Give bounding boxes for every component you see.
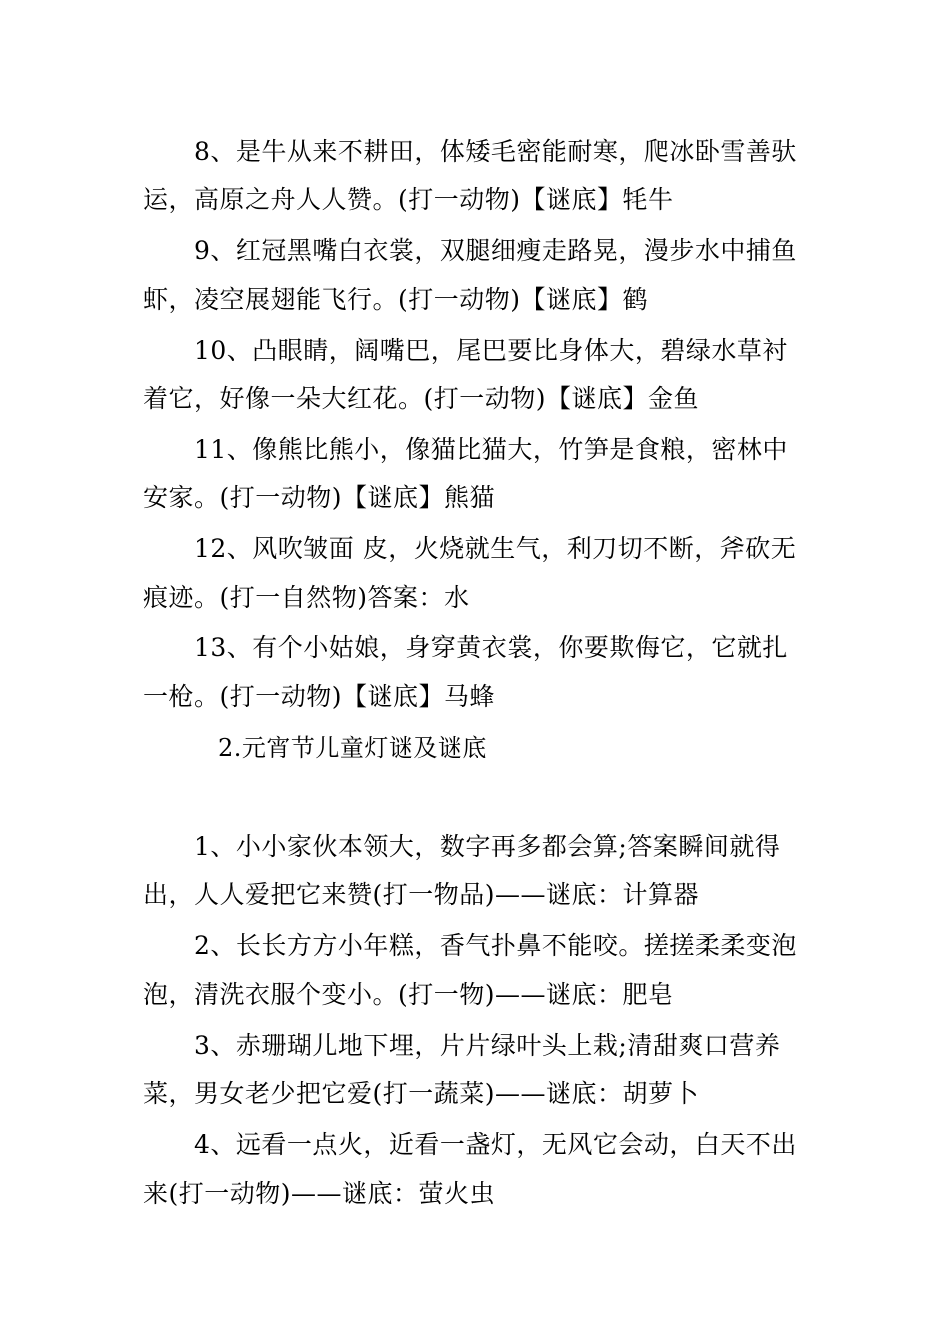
riddle-13-line-1: 13、有个小姑娘，身穿黄衣裳，你要欺侮它，它就扎 xyxy=(194,633,788,662)
riddle-s2-4-line-1: 4、远看一点火，近看一盏灯，无风它会动，白天不出 xyxy=(194,1130,797,1159)
riddle-8-line-2: 运，高原之舟人人赞。(打一动物)【谜底】牦牛 xyxy=(143,185,674,214)
riddle-9-line-2: 虾，凌空展翅能飞行。(打一动物)【谜底】鹤 xyxy=(143,285,649,314)
riddle-11-line-1: 11、像熊比熊小，像猫比猫大，竹笋是食粮，密林中 xyxy=(194,435,788,464)
riddle-8-line-1: 8、是牛从来不耕田，体矮毛密能耐寒，爬冰卧雪善驮 xyxy=(194,137,797,166)
riddle-s2-1-line-1: 1、小小家伙本领大，数字再多都会算;答案瞬间就得 xyxy=(194,832,781,861)
riddle-13-line-2: 一枪。(打一动物)【谜底】马蜂 xyxy=(143,682,496,711)
riddle-10-line-1: 10、凸眼睛，阔嘴巴，尾巴要比身体大，碧绿水草衬 xyxy=(194,336,788,365)
riddle-9-line-1: 9、红冠黑嘴白衣裳，双腿细瘦走路晃，漫步水中捕鱼 xyxy=(194,236,797,265)
riddle-s2-4-line-2: 来(打一动物)——谜底：萤火虫 xyxy=(143,1179,496,1208)
riddle-11-line-2: 安家。(打一动物)【谜底】熊猫 xyxy=(143,483,496,512)
riddle-s2-2-line-1: 2、长长方方小年糕，香气扑鼻不能咬。搓搓柔柔变泡 xyxy=(194,931,797,960)
riddle-s2-3-line-1: 3、赤珊瑚儿地下埋，片片绿叶头上栽;清甜爽口营养 xyxy=(194,1031,781,1060)
section-heading: 2.元宵节儿童灯谜及谜底 xyxy=(218,734,487,762)
riddle-s2-1-line-2: 出，人人爱把它来赞(打一物品)——谜底：计算器 xyxy=(143,880,700,909)
riddle-12-line-2: 痕迹。(打一自然物)答案：水 xyxy=(143,583,470,612)
riddle-12-line-1: 12、风吹皱面 皮，火烧就生气，利刀切不断，斧砍无 xyxy=(194,534,797,563)
riddle-s2-3-line-2: 菜，男女老少把它爱(打一蔬菜)——谜底：胡萝卜 xyxy=(143,1079,700,1108)
riddle-10-line-2: 着它，好像一朵大红花。(打一动物)【谜底】金鱼 xyxy=(143,384,700,413)
riddle-s2-2-line-2: 泡，清洗衣服个变小。(打一物)——谜底：肥皂 xyxy=(143,980,674,1009)
